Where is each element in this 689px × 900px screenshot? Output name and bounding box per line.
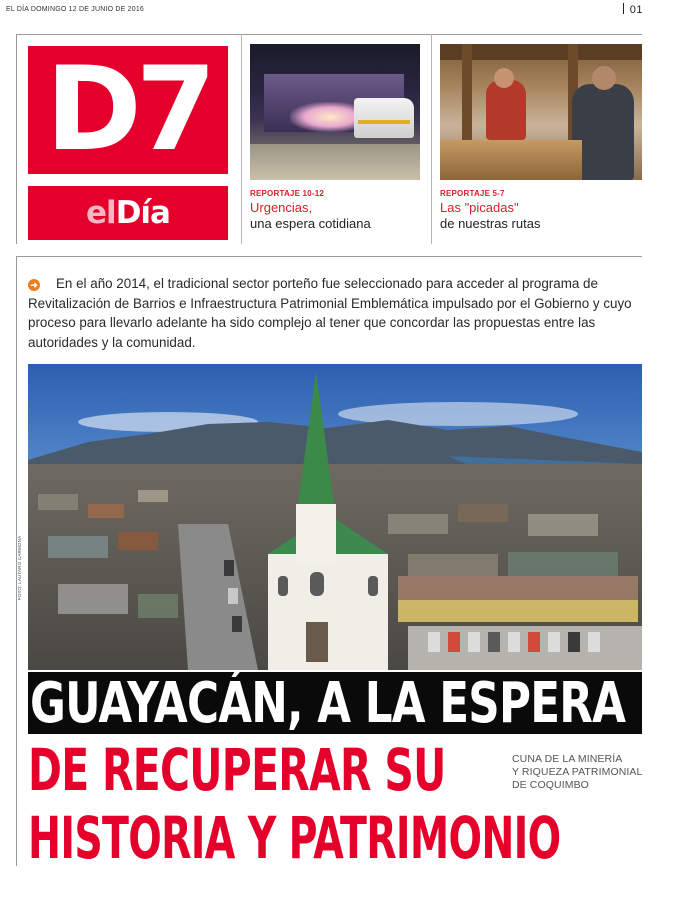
masthead-divider: [241, 34, 242, 244]
page-number: [623, 3, 643, 16]
photo-counter: [440, 140, 582, 180]
feature-deck: de nuestras rutas: [440, 216, 541, 231]
paper-name-logo[interactable]: [28, 186, 228, 240]
side-note-line: Y RIQUEZA PATRIMONIAL: [512, 766, 643, 778]
headline-line-2[interactable]: DE RECUPERAR SU: [28, 736, 446, 804]
feature-teaser-urgencias[interactable]: [250, 44, 420, 232]
date-line: EL DÍA DOMINGO 12 DE JUNIO DE 2016: [6, 6, 145, 13]
feature-headline[interactable]: Las "picadas": [440, 200, 519, 215]
paper-name-prefix: el: [86, 195, 116, 231]
section-logo-text: D7: [45, 42, 211, 177]
photo-vendor-head: [494, 68, 514, 88]
masthead-left-rule: [16, 34, 17, 244]
section-logo[interactable]: [28, 42, 228, 177]
paper-name-main: Día: [115, 195, 170, 231]
lead-text: En el año 2014, el tradicional sector porteño fue seleccionado para acceder al programa de Revitalización de Barrios e Infraestructura Patrimonial Emblemática impulsado por el Gobierno y cuyo proceso para llevarlo adelante ha sido complejo al tener que concordar las propuestas entre las autoridades y la comunidad.: [28, 276, 632, 350]
arrow-right-icon: ➜: [28, 279, 40, 291]
photo-ground: [250, 144, 420, 180]
lead-top-rule: [16, 256, 642, 257]
feature-photo-hospital[interactable]: [250, 44, 420, 180]
photo-vendor: [486, 80, 526, 140]
headline-line-1[interactable]: [28, 672, 642, 734]
feature-kicker: REPORTAJE 10-12: [250, 189, 324, 198]
lead-paragraph: [28, 274, 642, 352]
feature-headline[interactable]: Urgencias,: [250, 200, 313, 215]
page-number-text: 01: [629, 4, 643, 16]
aerial-photo-illustration: [28, 364, 642, 670]
headline-line-1-text: GUAYACÁN, A LA ESPERA: [30, 672, 626, 734]
feature-photo-picada[interactable]: [440, 44, 642, 180]
feature-teaser-picadas[interactable]: [440, 44, 642, 232]
side-note-line: DE COQUIMBO: [512, 779, 589, 791]
masthead-divider: [431, 34, 432, 244]
feature-deck: una espera cotidiana: [250, 216, 371, 231]
headline-line-3[interactable]: HISTORIA Y PATRIMONIO: [28, 804, 561, 872]
photo-customer-head: [592, 66, 616, 90]
side-note-line: CUNA DE LA MINERÍA: [512, 753, 623, 765]
feature-kicker: REPORTAJE 5-7: [440, 189, 505, 198]
main-photo-church-aerial[interactable]: [28, 364, 642, 670]
photo-ambulance: [354, 98, 414, 138]
folio-divider: [623, 3, 624, 14]
photo-credit: FOTO: LAUTARO CARMONA: [17, 535, 22, 600]
side-note: [512, 753, 652, 792]
